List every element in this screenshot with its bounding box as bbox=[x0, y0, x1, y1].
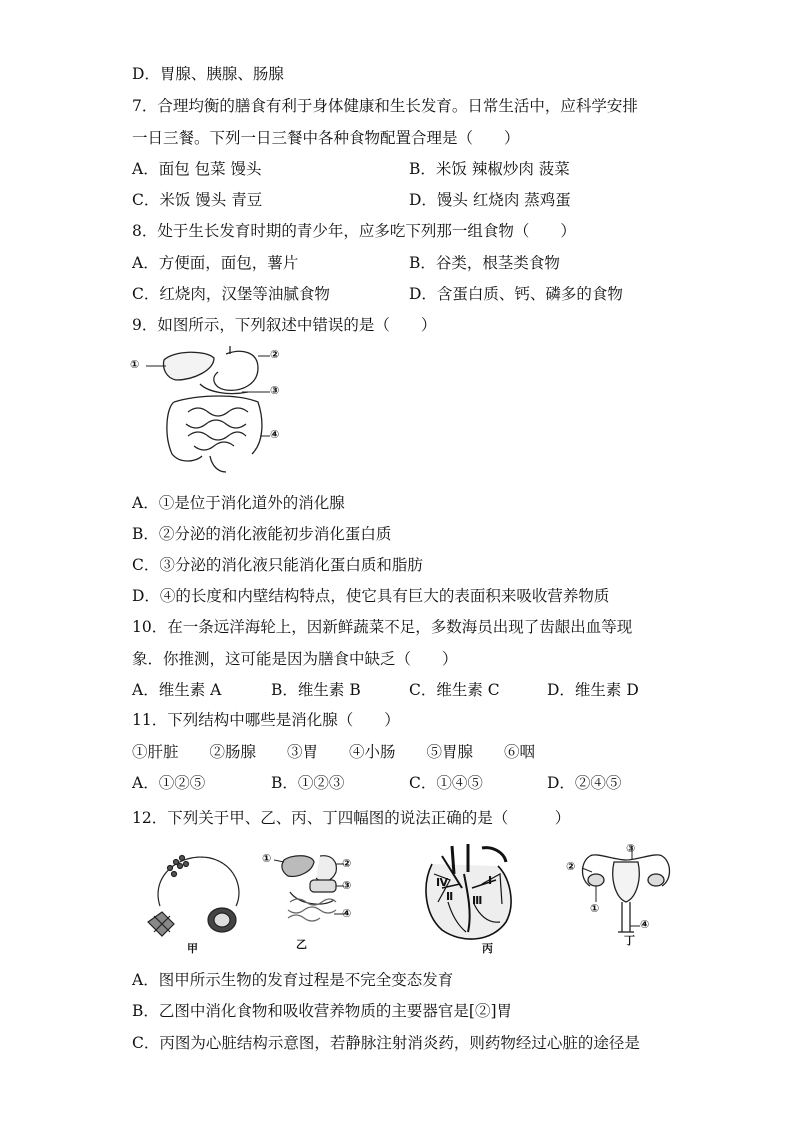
q7-option-c: C．米饭 馒头 青豆 bbox=[132, 191, 263, 209]
q7-option-b: B．米饭 辣椒炒肉 菠菜 bbox=[409, 160, 570, 178]
q8-option-b: B．谷类，根茎类食物 bbox=[409, 254, 560, 272]
fig9-label-1: ① bbox=[130, 358, 140, 371]
figure-bing-caption: 丙 bbox=[482, 942, 493, 955]
fig-ding-label-4: ④ bbox=[640, 918, 650, 931]
figure-yi-digestive bbox=[262, 852, 362, 951]
q8-option-c: C．红烧肉，汉堡等油腻食物 bbox=[132, 285, 330, 303]
q10-stem-line2: 象．你推测，这可能是因为膳食中缺乏（ ） bbox=[132, 650, 458, 668]
q10-option-b: B．维生素 B bbox=[271, 681, 361, 699]
figure-jia-caption: 甲 bbox=[187, 942, 198, 955]
q9-option-d: D．④的长度和内壁结构特点，使它具有巨大的表面积来吸收营养物质 bbox=[132, 587, 610, 605]
q10-option-a: A．维生素 A bbox=[132, 681, 222, 699]
q9-option-c: C．③分泌的消化液只能消化蛋白质和脂肪 bbox=[132, 556, 423, 574]
q7-option-d: D．馒头 红烧肉 蒸鸡蛋 bbox=[409, 191, 571, 209]
q12-option-c: C．丙图为心脏结构示意图，若静脉注射消炎药，则药物经过心脏的途径是 bbox=[132, 1034, 640, 1052]
q7-option-a: A．面包 包菜 馒头 bbox=[132, 160, 262, 178]
q12-stem: 12．下列关于甲、乙、丙、丁四幅图的说法正确的是（ ） bbox=[132, 809, 571, 827]
figure-jia-life-cycle bbox=[140, 846, 250, 956]
q8-stem: 8．处于生长发育时期的青少年，应多吃下列那一组食物（ ） bbox=[132, 222, 576, 240]
fig-bing-label-iii: Ⅲ bbox=[472, 894, 483, 907]
q9-option-b: B．②分泌的消化液能初步消化蛋白质 bbox=[132, 525, 392, 543]
q12-option-a: A．图甲所示生物的发育过程是不完全变态发育 bbox=[132, 971, 454, 989]
fig-ding-label-3: ③ bbox=[626, 842, 636, 855]
fig-yi-label-3: ③ bbox=[342, 879, 352, 892]
q7-stem-line2: 一日三餐。下列一日三餐中各种食物配置合理是（ ） bbox=[132, 129, 520, 147]
fig-ding-label-2: ② bbox=[566, 860, 576, 873]
q7-stem-line1: 7．合理均衡的膳食有利于身体健康和生长发育。日常生活中，应科学安排 bbox=[132, 97, 638, 115]
fig9-label-3: ③ bbox=[270, 384, 280, 397]
figure-yi-caption: 乙 bbox=[296, 938, 307, 951]
q11-option-c: C．①④⑤ bbox=[409, 774, 483, 792]
figure-ding-reproductive bbox=[566, 842, 686, 947]
q8-option-d: D．含蛋白质、钙、磷多的食物 bbox=[409, 285, 623, 303]
fig-yi-label-2: ② bbox=[342, 857, 352, 870]
fig-yi-label-1: ① bbox=[262, 852, 272, 865]
fig-bing-label-iv: Ⅳ bbox=[436, 876, 449, 889]
q8-option-a: A．方便面，面包，薯片 bbox=[132, 254, 299, 272]
q10-stem-line1: 10．在一条远洋海轮上，因新鲜蔬菜不足，多数海员出现了齿龈出血等现 bbox=[132, 618, 633, 636]
q9-stem: 9．如图所示，下列叙述中错误的是（ ） bbox=[132, 316, 437, 334]
fig9-label-2: ② bbox=[270, 348, 280, 361]
q6-option-d: D．胃腺、胰腺、肠腺 bbox=[132, 65, 284, 83]
fig-bing-label-ii: Ⅱ bbox=[446, 890, 454, 903]
fig-yi-label-4: ④ bbox=[342, 907, 352, 920]
q12-option-b: B．乙图中消化食物和吸收营养物质的主要器官是[②]胃 bbox=[132, 1002, 512, 1020]
q11-stem: 11．下列结构中哪些是消化腺（ ） bbox=[132, 711, 400, 729]
fig9-label-4: ④ bbox=[270, 428, 280, 441]
q11-items: ①肝脏 ②肠腺 ③胃 ④小肠 ⑤胃腺 ⑥咽 bbox=[132, 743, 536, 761]
q10-option-c: C．维生素 C bbox=[409, 681, 500, 699]
q10-option-d: D．维生素 D bbox=[547, 681, 639, 699]
figure-bing-heart bbox=[412, 844, 522, 955]
fig-bing-label-i: Ⅰ bbox=[488, 874, 493, 887]
q11-option-b: B．①②③ bbox=[271, 774, 345, 792]
figure-ding-caption: 丁 bbox=[624, 934, 635, 947]
q11-option-d: D．②④⑤ bbox=[547, 774, 622, 792]
digestive-system-figure bbox=[130, 346, 300, 478]
q9-option-a: A．①是位于消化道外的消化腺 bbox=[132, 494, 345, 512]
q11-option-a: A．①②⑤ bbox=[132, 774, 206, 792]
fig-ding-label-1: ① bbox=[590, 902, 600, 915]
